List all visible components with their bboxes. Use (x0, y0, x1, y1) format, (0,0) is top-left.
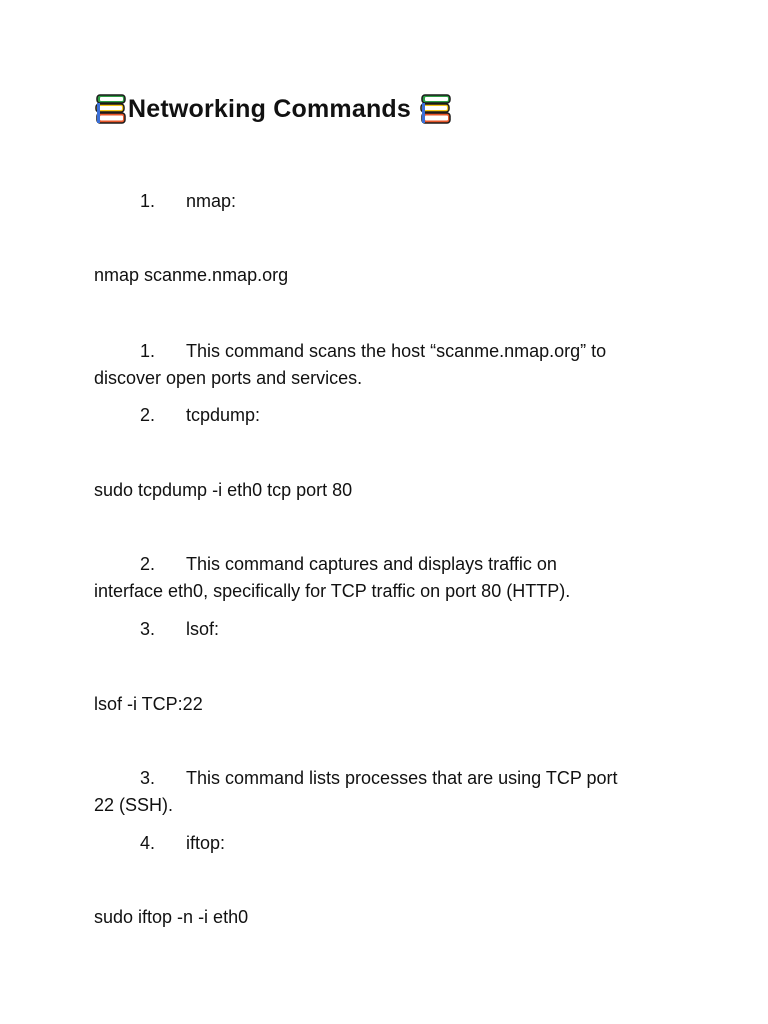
books-icon (94, 92, 128, 126)
description-text: This command captures and displays traffic on (186, 554, 557, 574)
list-number: 2. (140, 405, 156, 425)
list-number: 1. (140, 341, 156, 361)
title-text: Networking Commands (128, 94, 411, 123)
description-text: 22 (SSH). (94, 795, 174, 815)
description-text: discover open ports and services. (94, 368, 363, 388)
description-text: interface eth0, specifically for TCP traffic on port 80 (HTTP). (94, 581, 571, 601)
page-title (94, 92, 453, 126)
command-heading: nmap: (186, 191, 237, 211)
list-number: 2. (140, 554, 156, 574)
command-heading: iftop: (186, 833, 226, 853)
list-number: 1. (140, 191, 156, 211)
description-text: This command scans the host “scanme.nmap.org” to (186, 341, 607, 361)
list-number: 4. (140, 833, 156, 853)
command-example: lsof -i TCP:22 (94, 694, 203, 714)
command-heading: tcpdump: (186, 405, 261, 425)
list-number: 3. (140, 768, 156, 788)
books-icon (419, 92, 453, 126)
command-example: nmap scanme.nmap.org (94, 265, 289, 285)
command-heading: lsof: (186, 619, 220, 639)
command-example: sudo tcpdump -i eth0 tcp port 80 (94, 480, 353, 500)
description-text: This command lists processes that are using TCP port (186, 768, 618, 788)
list-number: 3. (140, 619, 156, 639)
command-example: sudo iftop -n -i eth0 (94, 907, 249, 927)
